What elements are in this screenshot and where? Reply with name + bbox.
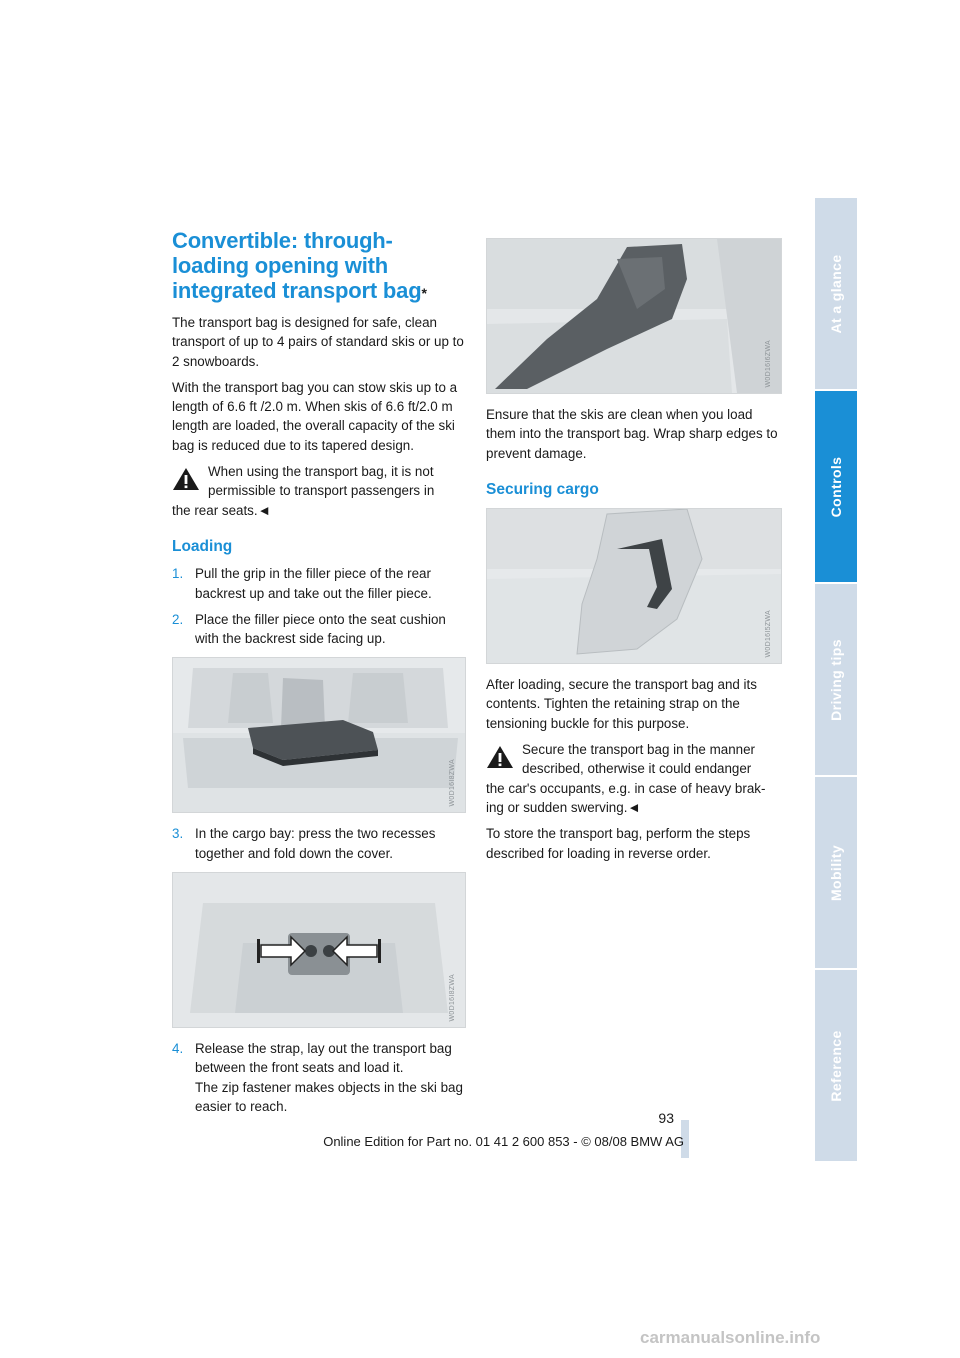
tab-at-a-glance[interactable] bbox=[815, 198, 857, 389]
loading-steps-cont bbox=[172, 824, 466, 863]
figure-code: W0D16I8ZWA bbox=[448, 758, 456, 807]
tab-label: Controls bbox=[828, 456, 844, 517]
chapter-tabs bbox=[815, 198, 857, 1163]
warning-securing bbox=[486, 740, 782, 817]
step-number: 1. bbox=[172, 566, 184, 582]
step-text: Release the strap, lay out the transport bag between the front seats and load it. The zip fastener makes objects in the ski bag easier to reach. bbox=[195, 1041, 463, 1114]
step-number: 4. bbox=[172, 1041, 184, 1057]
option-mark: * bbox=[421, 285, 427, 301]
capacity-paragraph: With the transport bag you can stow skis up to a length of 6.6 ft /2.0 m. When skis of 6.6 ft/2.0 m length are loaded, the overall capacity of the ski bag is reduced due to its tapered design. bbox=[172, 379, 458, 453]
warning-triangle-icon bbox=[172, 467, 200, 491]
tab-driving-tips[interactable] bbox=[815, 584, 857, 775]
warning-passengers bbox=[172, 462, 466, 520]
step-item bbox=[172, 564, 466, 603]
tab-mobility[interactable] bbox=[815, 777, 857, 968]
securing-heading: Securing cargo bbox=[486, 480, 599, 498]
store-text: To store the transport bag, perform the steps described for loading in reverse order. bbox=[486, 826, 751, 861]
warning-text: When using the transport bag, it is not permissible to transport passengers in bbox=[208, 464, 435, 499]
tab-reference[interactable] bbox=[815, 970, 857, 1161]
tab-label: Reference bbox=[828, 1029, 844, 1102]
securing-text: After loading, secure the transport bag and its contents. Tighten the retaining strap on the tensioning buckle for this purpose. bbox=[486, 677, 757, 731]
left-column bbox=[172, 228, 466, 1123]
clean-note: Ensure that the skis are clean when you load them into the transport bag. Wrap sharp edges to prevent damage. bbox=[486, 407, 778, 461]
filler-piece-image bbox=[172, 657, 466, 813]
right-column bbox=[486, 238, 782, 870]
step-text: Place the filler piece onto the seat cushion with the backrest side facing up. bbox=[195, 611, 446, 647]
figure-code: W0D16I8ZWA bbox=[448, 973, 456, 1022]
tab-controls[interactable] bbox=[815, 391, 857, 582]
step-number: 3. bbox=[172, 826, 184, 842]
section-title: Convertible: through-loading opening with integrated transport bag* bbox=[172, 228, 427, 303]
step-item bbox=[172, 824, 466, 863]
tab-label: Mobility bbox=[828, 844, 844, 901]
page-number: 93 bbox=[658, 1110, 674, 1126]
cargo-bay-image bbox=[172, 872, 466, 1028]
figure-code: W0D16I6ZWA bbox=[764, 339, 772, 387]
step-item bbox=[172, 610, 466, 649]
securing-cargo-image bbox=[486, 508, 782, 664]
tab-label: Driving tips bbox=[828, 638, 844, 721]
step-number: 2. bbox=[172, 611, 184, 627]
step-item bbox=[172, 1039, 466, 1116]
intro-paragraph: The transport bag is designed for safe, clean transport of up to 4 pairs of standard skis or up to 2 snowboards. bbox=[172, 315, 464, 369]
step-text: Pull the grip in the filler piece of the rear backrest up and take out the filler piece. bbox=[195, 566, 432, 601]
transport-bag-image bbox=[486, 238, 782, 394]
tab-label: At a glance bbox=[828, 253, 844, 334]
loading-steps bbox=[172, 564, 466, 648]
loading-steps-end bbox=[172, 1039, 466, 1116]
figure-code: W0D16I5ZWA bbox=[764, 609, 772, 658]
loading-heading: Loading bbox=[172, 537, 233, 555]
edition-footer: Online Edition for Part no. 01 41 2 600 853 - © 08/08 BMW AG bbox=[323, 1134, 684, 1149]
watermark: carmanualsonline.info bbox=[640, 1328, 821, 1347]
warning-text-cont: the car's occupants, e.g. in case of heavy brak-ing or sudden swerving.◄ bbox=[486, 780, 766, 815]
warning-triangle-icon bbox=[486, 745, 514, 769]
warning-text-cont: the rear seats.◄ bbox=[172, 502, 271, 518]
step-text: In the cargo bay: press the two recesses together and fold down the cover. bbox=[195, 826, 436, 861]
warning-text: Secure the transport bag in the manner described, otherwise it could endanger bbox=[522, 742, 755, 777]
